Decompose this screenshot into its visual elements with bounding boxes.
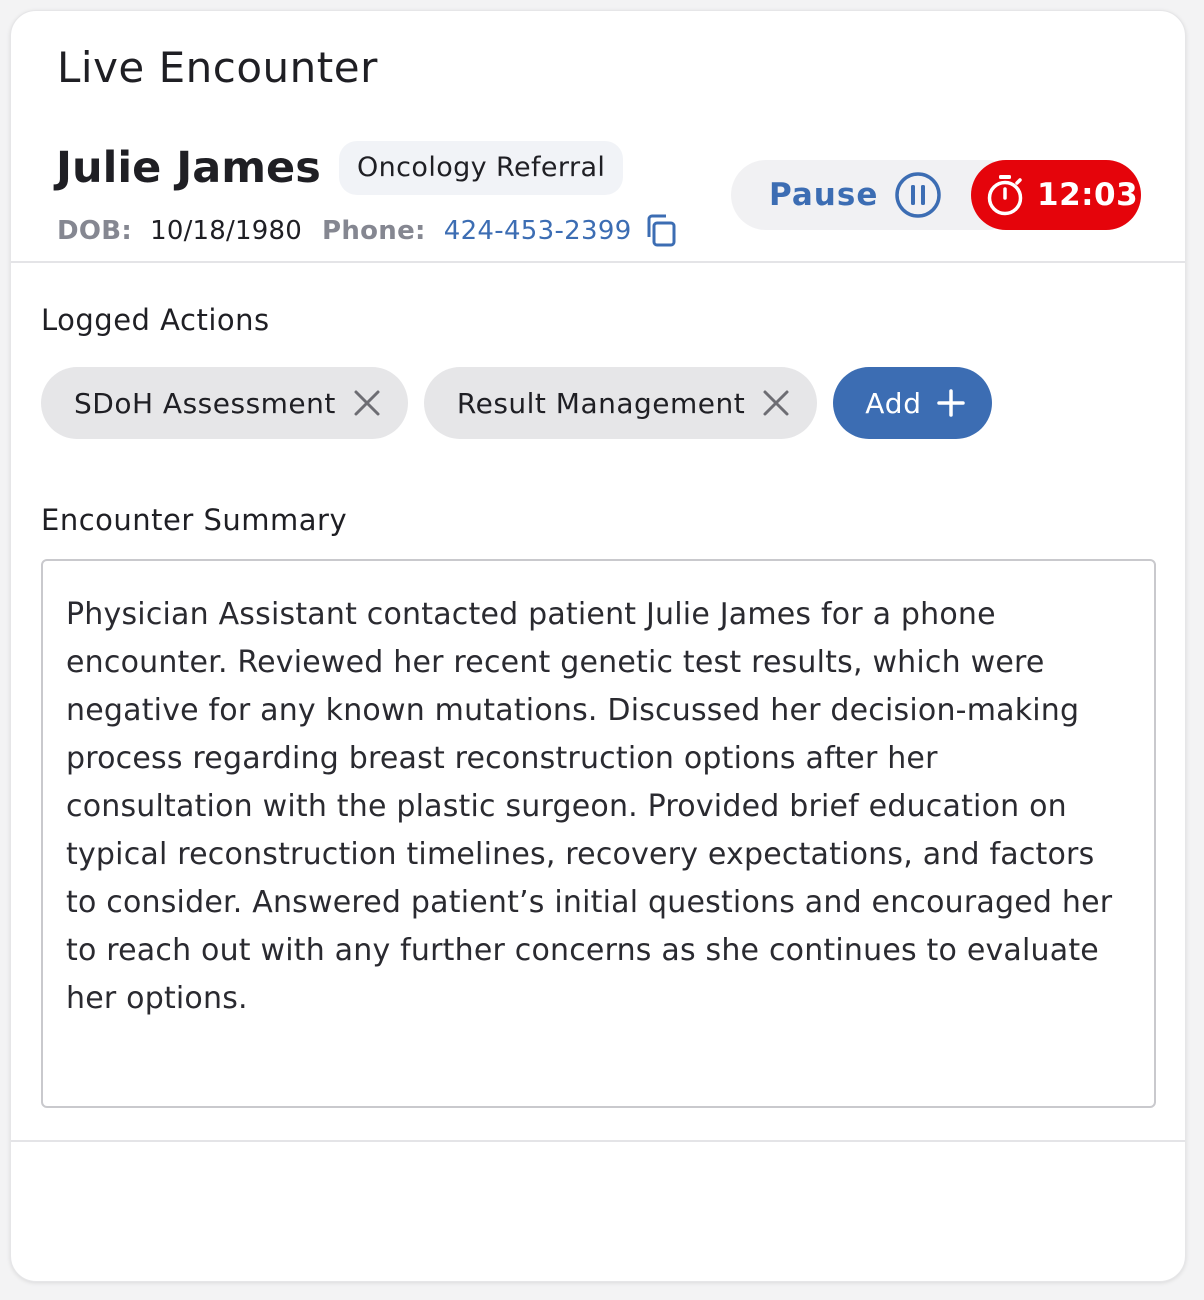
copy-icon[interactable] — [644, 213, 678, 249]
encounter-summary-textarea[interactable]: Physician Assistant contacted patient Julie James for a phone encounter. Reviewed her recent genetic test results, which were negative for any known mutations. Discussed her decision-making process regarding breast reconstruction options after her consultation with the plastic surgeon. Provided brief education on typical reconstruction timelines, recovery expectations, and factors to consider. Answered patient’s initial questions and encouraged her to reach out with any further concerns as she continues to evaluate her options. — [41, 559, 1156, 1108]
phone-label: Phone: — [321, 216, 426, 246]
add-action-button[interactable] — [833, 367, 992, 439]
plus-icon — [936, 388, 966, 418]
encounter-summary-label: Encounter Summary — [41, 503, 348, 537]
page-title: Live Encounter — [57, 43, 378, 92]
close-icon[interactable] — [761, 388, 791, 418]
patient-name: Julie James — [56, 143, 321, 193]
action-chip — [424, 367, 817, 439]
patient-meta-row — [57, 211, 678, 251]
header-divider — [11, 261, 1185, 263]
timer-value: 12:03 — [1037, 177, 1139, 213]
dob-label: DOB: — [57, 216, 133, 246]
action-chip — [41, 367, 408, 439]
live-encounter-card — [10, 10, 1186, 1282]
referral-badge: Oncology Referral — [339, 141, 623, 195]
action-chip-label: SDoH Assessment — [74, 386, 336, 420]
pause-label: Pause — [769, 177, 879, 213]
stopwatch-icon — [985, 173, 1025, 217]
close-icon[interactable] — [352, 388, 382, 418]
phone-link[interactable]: 424-453-2399 — [443, 216, 632, 246]
logged-actions-list — [41, 367, 992, 439]
pause-icon — [894, 171, 942, 219]
add-button-label: Add — [865, 386, 922, 420]
footer-divider — [11, 1140, 1185, 1142]
action-chip-label: Result Management — [456, 386, 746, 420]
timer-controls — [731, 160, 1141, 232]
dob-value: 10/18/1980 — [150, 216, 302, 246]
timer-badge — [971, 160, 1141, 230]
logged-actions-label: Logged Actions — [41, 303, 270, 337]
